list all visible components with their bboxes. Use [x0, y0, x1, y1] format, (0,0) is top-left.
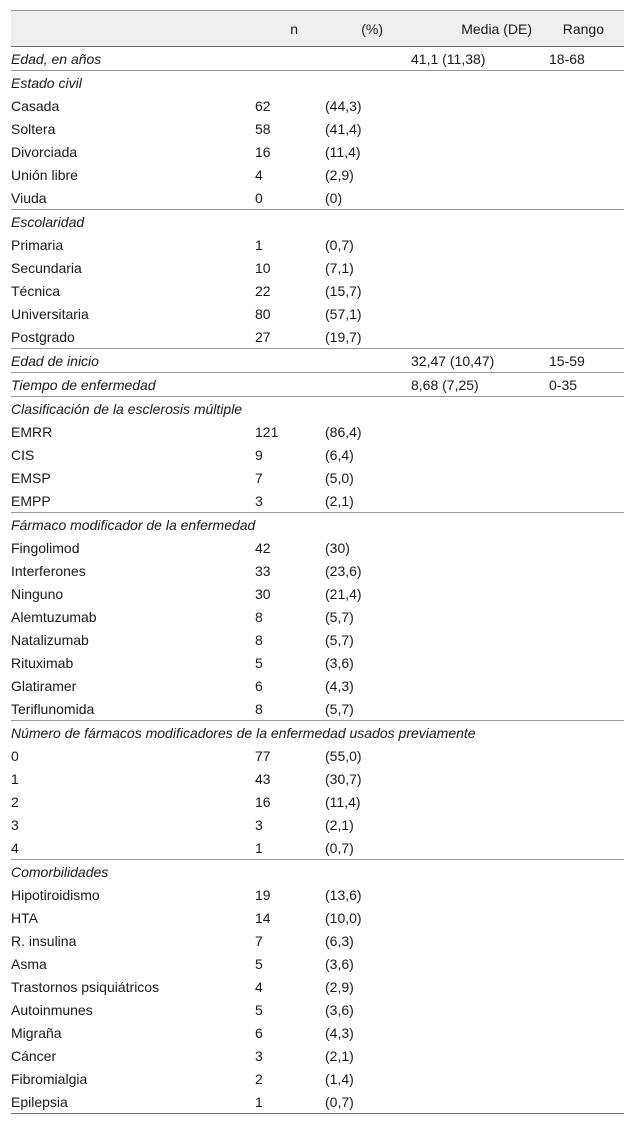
row-percent	[325, 210, 411, 234]
row-n: 4	[255, 166, 263, 183]
table-row	[11, 559, 624, 582]
table-row	[11, 489, 624, 513]
row-range	[549, 279, 624, 302]
row-label: Trastornos psiquiátricos	[11, 978, 160, 995]
row-n: 1	[255, 839, 263, 856]
row-n: 58	[255, 120, 271, 137]
row-range	[549, 813, 624, 836]
row-n: 16	[255, 793, 271, 810]
table-row	[11, 651, 624, 674]
row-percent: (2,1)	[325, 492, 354, 509]
row-percent: (57,1)	[325, 305, 362, 322]
row-mean	[411, 813, 549, 836]
row-range	[549, 651, 624, 674]
row-n: 43	[255, 770, 271, 787]
row-percent: (44,3)	[325, 97, 362, 114]
row-mean: 8,68 (7,25)	[411, 373, 549, 397]
row-label: Estado civil	[11, 71, 255, 95]
section-row	[11, 513, 624, 537]
row-range	[549, 906, 624, 929]
row-label: Alemtuzumab	[11, 608, 97, 625]
row-range	[549, 94, 624, 117]
row-label: R. insulina	[11, 932, 77, 949]
row-n: 19	[255, 886, 271, 903]
section-row	[11, 373, 624, 397]
row-percent: (5,7)	[325, 700, 354, 717]
row-range	[549, 790, 624, 813]
row-percent: (30)	[325, 539, 350, 556]
row-n: 6	[255, 677, 263, 694]
row-mean	[411, 466, 549, 489]
table-row	[11, 1021, 624, 1044]
table-row	[11, 697, 624, 721]
row-mean	[411, 443, 549, 466]
row-n: 5	[255, 1001, 263, 1018]
row-label: Universitaria	[11, 305, 89, 322]
row-n: 1	[255, 236, 263, 253]
table-row	[11, 883, 624, 906]
row-label: CIS	[11, 446, 35, 463]
row-n	[255, 373, 325, 397]
row-percent	[325, 349, 411, 373]
row-mean	[411, 1090, 549, 1114]
table-row	[11, 628, 624, 651]
row-percent: (13,6)	[325, 886, 362, 903]
row-mean	[411, 605, 549, 628]
row-n: 8	[255, 631, 263, 648]
table-row	[11, 94, 624, 117]
row-label: 2	[11, 793, 19, 810]
row-range	[549, 466, 624, 489]
row-mean	[411, 651, 549, 674]
row-percent: (6,4)	[325, 446, 354, 463]
row-n: 80	[255, 305, 271, 322]
row-range	[549, 929, 624, 952]
row-percent: (5,7)	[325, 608, 354, 625]
row-range	[549, 697, 624, 721]
row-label: Migraña	[11, 1024, 62, 1041]
row-mean	[411, 210, 549, 234]
row-percent: (11,4)	[325, 143, 361, 160]
row-label: Unión libre	[11, 166, 78, 183]
header-row	[11, 11, 624, 47]
row-range	[549, 325, 624, 349]
row-range	[549, 952, 624, 975]
row-percent: (30,7)	[325, 770, 362, 787]
row-range	[549, 883, 624, 906]
row-range	[549, 233, 624, 256]
section-row	[11, 71, 624, 95]
row-range	[549, 628, 624, 651]
row-label: Autoinmunes	[11, 1001, 93, 1018]
table-row	[11, 186, 624, 210]
section-row	[11, 210, 624, 234]
table-row	[11, 140, 624, 163]
row-n: 14	[255, 909, 271, 926]
row-n	[255, 349, 325, 373]
row-label: Divorciada	[11, 143, 78, 160]
table-row	[11, 836, 624, 860]
row-mean	[411, 302, 549, 325]
row-n: 7	[255, 932, 263, 949]
row-label: Epilepsia	[11, 1090, 255, 1114]
row-percent: (86,4)	[325, 423, 362, 440]
row-range	[549, 860, 624, 884]
table-body	[11, 47, 624, 1114]
table-row	[11, 674, 624, 697]
row-mean	[411, 559, 549, 582]
row-mean	[411, 975, 549, 998]
row-n: 121	[255, 423, 279, 440]
row-range	[549, 420, 624, 443]
row-n	[255, 397, 325, 421]
row-mean	[411, 140, 549, 163]
row-label: Escolaridad	[11, 210, 255, 234]
row-percent: (10,0)	[325, 909, 362, 926]
row-mean	[411, 836, 549, 860]
row-label: 0	[11, 747, 19, 764]
row-mean	[411, 325, 549, 349]
row-percent	[325, 71, 411, 95]
row-n: 30	[255, 585, 271, 602]
row-label: HTA	[11, 909, 38, 926]
row-mean	[411, 233, 549, 256]
row-range	[549, 489, 624, 513]
row-range	[549, 186, 624, 210]
table-row	[11, 906, 624, 929]
row-range	[549, 721, 624, 745]
row-mean	[411, 883, 549, 906]
header-percent: (%)	[325, 11, 411, 47]
table-row	[11, 443, 624, 466]
table-row	[11, 929, 624, 952]
row-label: Casada	[11, 97, 60, 114]
row-mean	[411, 489, 549, 513]
row-n: 77	[255, 747, 271, 764]
row-range	[549, 582, 624, 605]
row-mean	[411, 860, 549, 884]
row-mean	[411, 952, 549, 975]
table-row	[11, 233, 624, 256]
row-n: 22	[255, 282, 271, 299]
row-range	[549, 767, 624, 790]
row-range	[549, 71, 624, 95]
row-n: 0	[255, 189, 263, 206]
row-n: 42	[255, 539, 271, 556]
row-n: 8	[255, 700, 263, 717]
header-n: n	[255, 11, 325, 47]
row-n: 33	[255, 562, 271, 579]
row-label: Tiempo de enfermedad	[11, 373, 255, 397]
row-mean	[411, 71, 549, 95]
row-n: 2	[255, 1070, 263, 1087]
row-percent: (3,6)	[325, 654, 354, 671]
table-row	[11, 790, 624, 813]
row-range	[549, 117, 624, 140]
table-row	[11, 256, 624, 279]
table-row	[11, 813, 624, 836]
row-n	[255, 513, 325, 537]
row-range	[549, 674, 624, 697]
row-range	[549, 256, 624, 279]
row-label: Técnica	[11, 282, 61, 299]
row-percent: (21,4)	[325, 585, 362, 602]
row-percent: (0)	[325, 189, 343, 206]
row-label: Hipotiroidismo	[11, 886, 100, 903]
row-label: Clasificación de la esclerosis múltiple	[11, 397, 255, 421]
section-row	[11, 397, 624, 421]
row-n: 3	[255, 492, 263, 509]
row-percent	[325, 860, 411, 884]
row-range	[549, 1021, 624, 1044]
row-label: Glatiramer	[11, 677, 77, 694]
row-percent: (0,7)	[325, 236, 354, 253]
row-label: Interferones	[11, 562, 86, 579]
row-n: 3	[255, 816, 263, 833]
table-row	[11, 1067, 624, 1090]
row-range	[549, 1090, 624, 1114]
table-row	[11, 536, 624, 559]
row-label: Fármaco modificador de la enfermedad	[11, 513, 255, 537]
row-range	[549, 744, 624, 767]
row-mean	[411, 186, 549, 210]
row-label: Ninguno	[11, 585, 64, 602]
row-n	[255, 71, 325, 95]
row-mean	[411, 117, 549, 140]
table-row	[11, 744, 624, 767]
row-label: Fibromialgia	[11, 1070, 88, 1087]
row-mean	[411, 744, 549, 767]
row-percent: (41,4)	[325, 120, 362, 137]
row-range	[549, 210, 624, 234]
row-label: Fingolimod	[11, 539, 80, 556]
row-n: 3	[255, 1047, 263, 1064]
row-label: Postgrado	[11, 328, 75, 345]
row-n: 10	[255, 259, 271, 276]
row-n: 27	[255, 328, 271, 345]
row-label: Primaria	[11, 236, 64, 253]
row-mean	[411, 906, 549, 929]
row-label: 3	[11, 816, 19, 833]
row-label: Natalizumab	[11, 631, 89, 648]
row-mean	[411, 790, 549, 813]
row-percent: (2,1)	[325, 816, 354, 833]
row-range	[549, 536, 624, 559]
table-row	[11, 325, 624, 349]
row-range	[549, 605, 624, 628]
row-n: 62	[255, 97, 271, 114]
row-range	[549, 163, 624, 186]
row-n: 6	[255, 1024, 263, 1041]
row-range	[549, 302, 624, 325]
row-mean	[411, 1067, 549, 1090]
row-mean	[411, 536, 549, 559]
row-label: EMRR	[11, 423, 53, 440]
row-mean	[411, 582, 549, 605]
row-range: 15-59	[549, 349, 624, 373]
row-mean	[411, 256, 549, 279]
row-range: 18-68	[549, 50, 585, 67]
table-row	[11, 1090, 624, 1114]
row-label: Edad, en años	[11, 50, 102, 67]
table-row	[11, 605, 624, 628]
row-percent: (5,0)	[325, 469, 354, 486]
row-range	[549, 1044, 624, 1067]
row-n: 9	[255, 446, 263, 463]
row-range: 0-35	[549, 373, 624, 397]
table-row	[11, 952, 624, 975]
row-n	[255, 210, 325, 234]
row-label: Rituximab	[11, 654, 74, 671]
table-row	[11, 998, 624, 1021]
row-mean	[411, 697, 549, 721]
row-percent: (3,6)	[325, 1001, 354, 1018]
table-row	[11, 420, 624, 443]
row-range	[549, 836, 624, 860]
row-range	[549, 998, 624, 1021]
row-label: EMPP	[11, 492, 51, 509]
row-percent: (23,6)	[325, 562, 362, 579]
row-percent: (4,3)	[325, 677, 354, 694]
row-percent: (2,1)	[325, 1047, 354, 1064]
row-label: Viuda	[11, 189, 47, 206]
row-n: 4	[255, 978, 263, 995]
row-mean	[411, 628, 549, 651]
row-range	[549, 443, 624, 466]
row-mean	[411, 674, 549, 697]
row-percent	[325, 47, 411, 71]
table-row	[11, 466, 624, 489]
row-percent: (0,7)	[325, 1090, 411, 1114]
row-mean: 32,47 (10,47)	[411, 349, 549, 373]
row-percent: (15,7)	[325, 282, 362, 299]
row-n: 7	[255, 469, 263, 486]
row-mean	[411, 998, 549, 1021]
table-row	[11, 117, 624, 140]
row-mean	[411, 513, 549, 537]
row-percent: (2,9)	[325, 166, 354, 183]
row-n: 5	[255, 955, 263, 972]
row-label: Cáncer	[11, 1047, 57, 1064]
row-percent: (5,7)	[325, 631, 354, 648]
row-label: Soltera	[11, 120, 56, 137]
section-row	[11, 860, 624, 884]
header-range: Rango	[549, 11, 624, 47]
row-range	[549, 559, 624, 582]
row-n: 8	[255, 608, 263, 625]
row-label: Teriflunomida	[11, 700, 95, 717]
row-percent: (6,3)	[325, 932, 354, 949]
header-label	[11, 11, 255, 47]
row-percent: (1,4)	[325, 1070, 354, 1087]
row-mean	[411, 1021, 549, 1044]
row-percent: (4,3)	[325, 1024, 354, 1041]
row-percent: (0,7)	[325, 839, 354, 856]
row-label: Comorbilidades	[11, 860, 255, 884]
row-n: 5	[255, 654, 263, 671]
row-mean: 41,1 (11,38)	[411, 50, 486, 67]
row-mean	[411, 929, 549, 952]
row-n: 1	[255, 1090, 325, 1114]
row-range	[549, 975, 624, 998]
row-mean	[411, 94, 549, 117]
row-n	[255, 47, 325, 71]
row-mean	[411, 279, 549, 302]
table-row	[11, 163, 624, 186]
row-percent: (19,7)	[325, 328, 362, 345]
row-mean	[411, 767, 549, 790]
table-row	[11, 302, 624, 325]
row-percent: (11,4)	[325, 793, 361, 810]
row-range	[549, 397, 624, 421]
row-mean	[411, 420, 549, 443]
row-label: EMSP	[11, 469, 51, 486]
row-percent	[325, 397, 411, 421]
demographics-table	[11, 10, 624, 1114]
row-label: Secundaria	[11, 259, 82, 276]
row-range	[549, 513, 624, 537]
row-percent: (3,6)	[325, 955, 354, 972]
table-row	[11, 279, 624, 302]
row-percent: (55,0)	[325, 747, 362, 764]
row-mean	[411, 163, 549, 186]
section-row	[11, 47, 624, 71]
row-n: 16	[255, 143, 271, 160]
row-label: 1	[11, 770, 19, 787]
row-label: Número de fármacos modificadores de la enfermedad usados previamente	[11, 721, 255, 745]
table-row	[11, 1044, 624, 1067]
header-mean: Media (DE)	[411, 11, 549, 47]
row-label: Edad de inicio	[11, 349, 255, 373]
row-n	[255, 860, 325, 884]
table-row	[11, 582, 624, 605]
table-row	[11, 975, 624, 998]
section-row	[11, 721, 624, 745]
section-row	[11, 349, 624, 373]
row-range	[549, 140, 624, 163]
row-percent: (7,1)	[325, 259, 354, 276]
row-percent	[325, 373, 411, 397]
row-percent	[325, 513, 411, 537]
row-label: Asma	[11, 955, 47, 972]
table-row	[11, 767, 624, 790]
row-range	[549, 1067, 624, 1090]
row-mean	[411, 397, 549, 421]
row-mean	[411, 1044, 549, 1067]
row-label: 4	[11, 839, 19, 856]
row-percent: (2,9)	[325, 978, 354, 995]
